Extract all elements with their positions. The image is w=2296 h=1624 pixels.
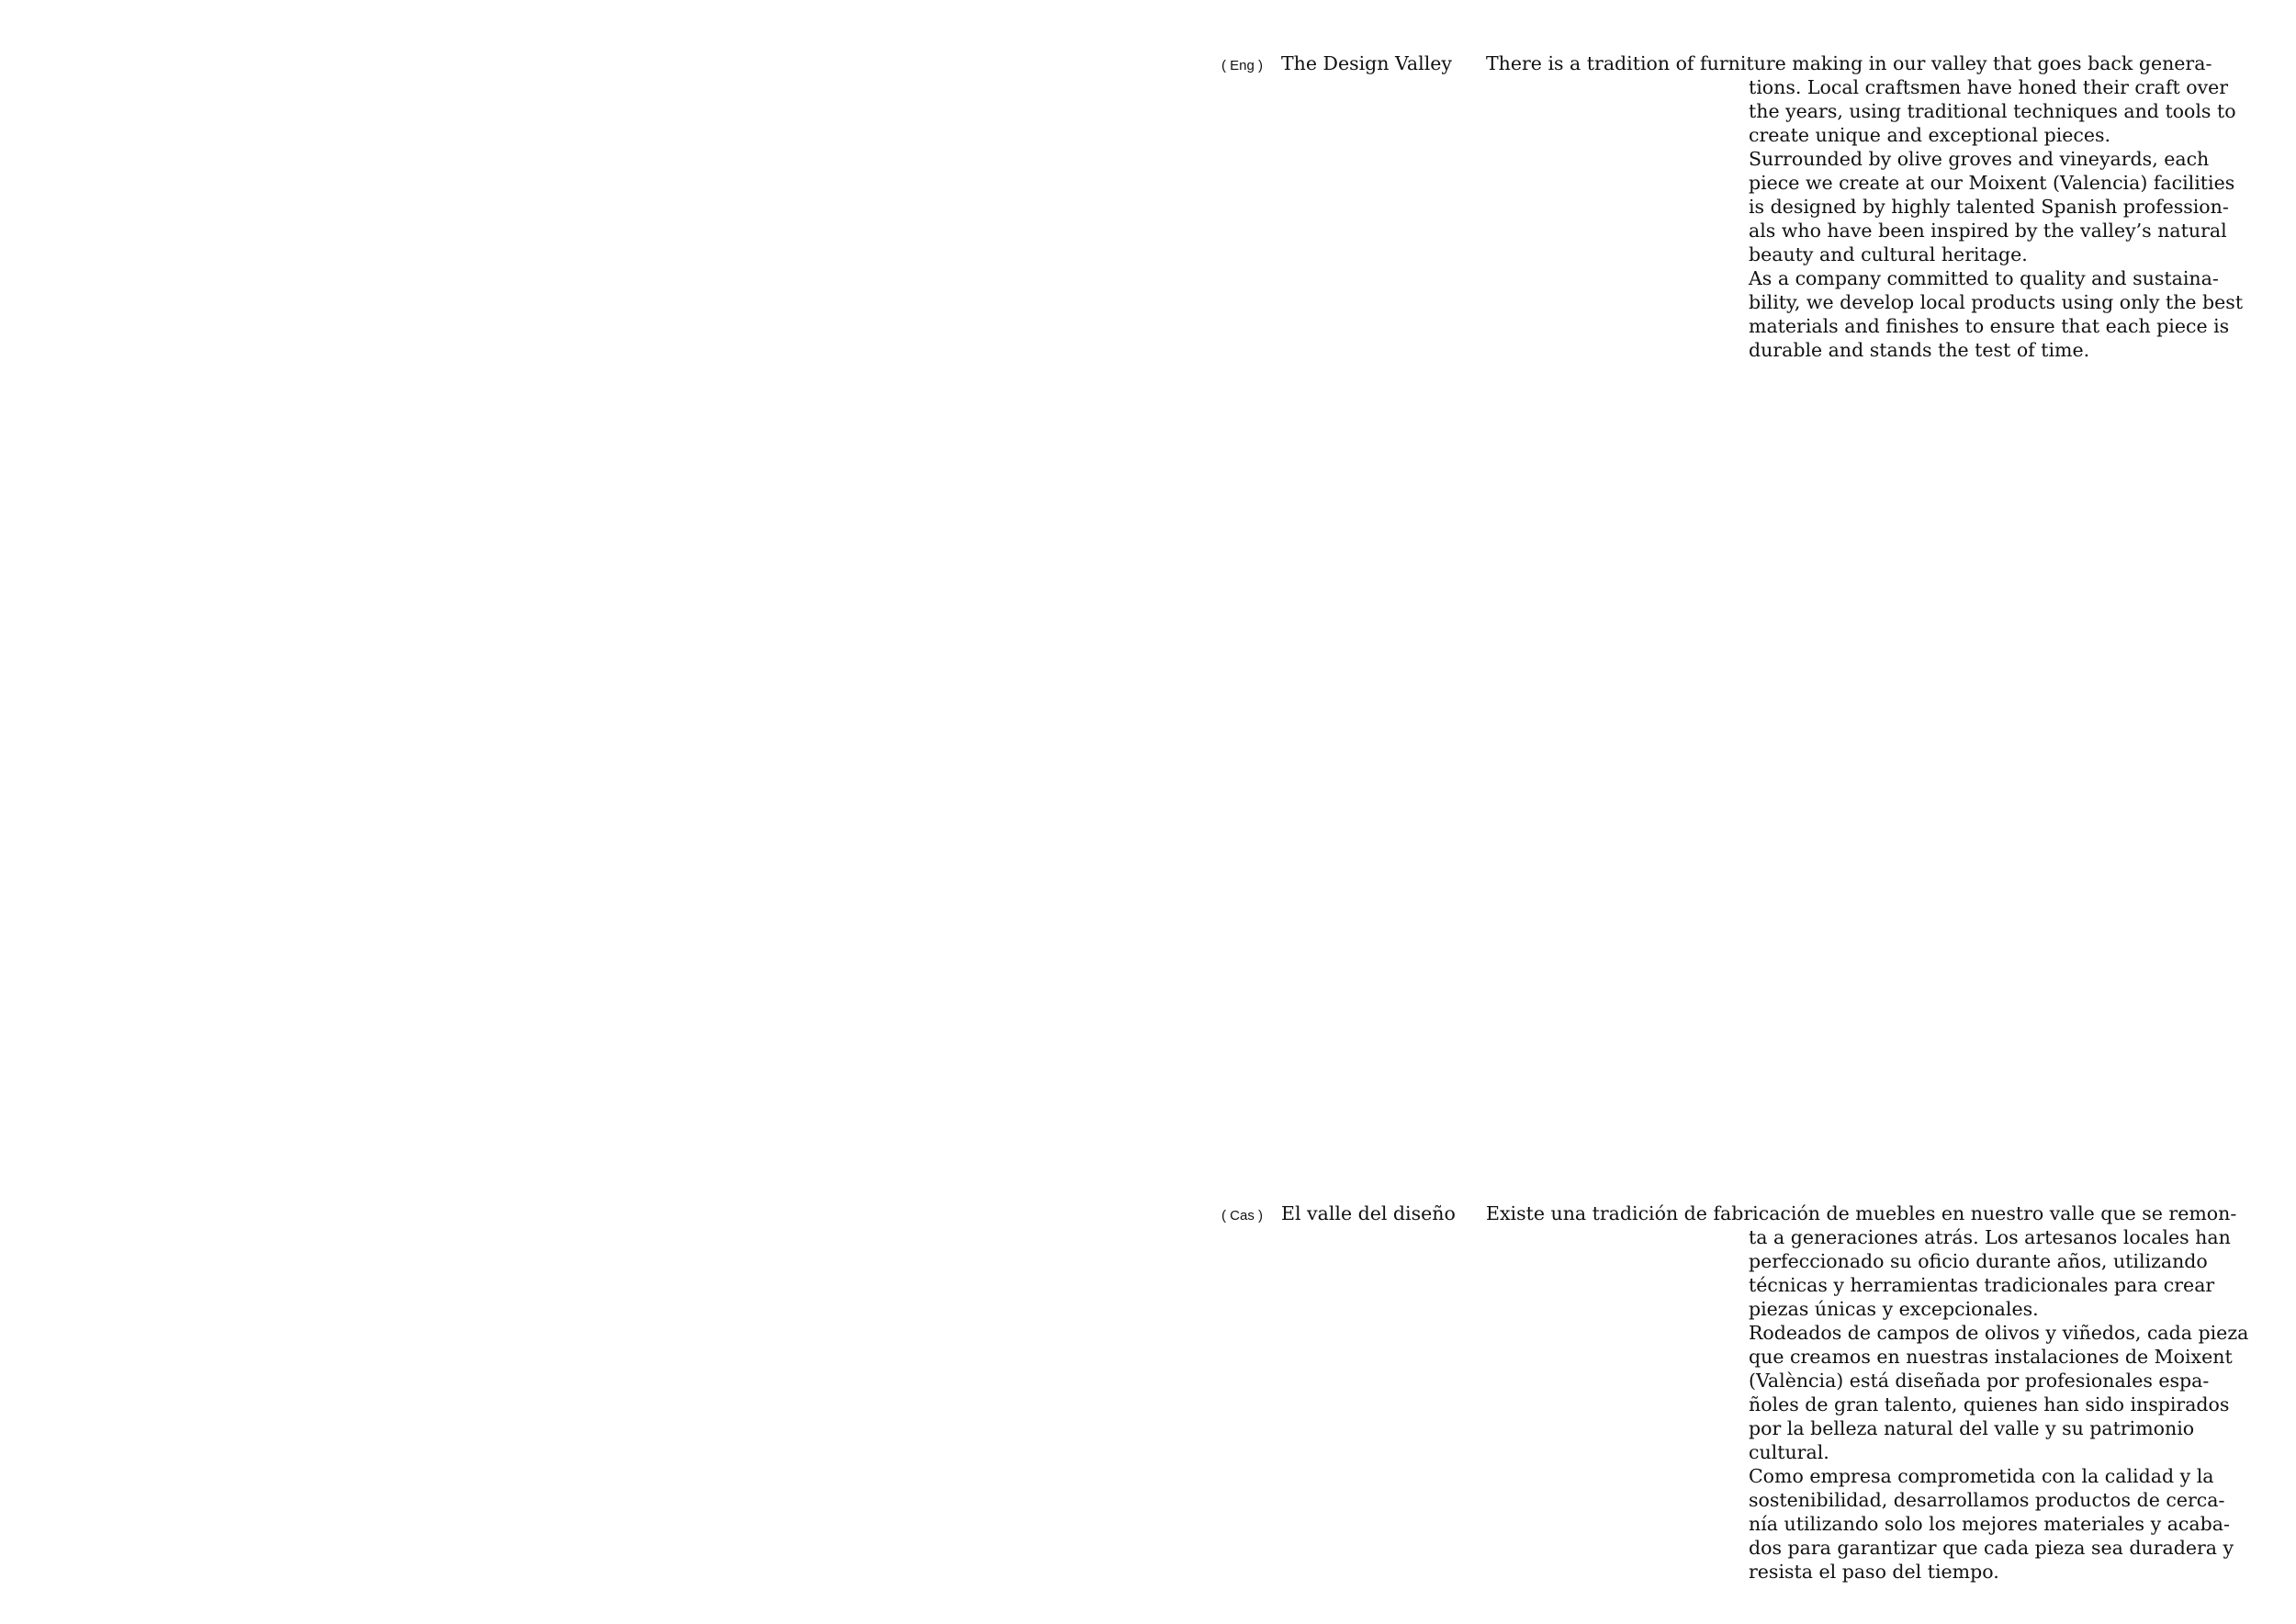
text-line: dos para garantizar que cada pieza sea duradera y bbox=[1749, 1537, 2234, 1559]
body-text-english bbox=[1486, 51, 2257, 362]
text-line: durable and stands the test of time. bbox=[1749, 339, 2090, 361]
text-line: ta a generaciones atrás. Los artesanos locales han bbox=[1749, 1226, 2231, 1248]
section-title-castellano: El valle del diseño bbox=[1281, 1202, 1456, 1224]
text-line: There is a tradition of furniture making in our valley that goes back genera- bbox=[1486, 52, 2212, 74]
text-line: por la belleza natural del valle y su patrimonio bbox=[1749, 1417, 2195, 1439]
text-line: sostenibilidad, desarrollamos productos de cerca- bbox=[1749, 1489, 2225, 1511]
text-line: As a company committed to quality and sustaina- bbox=[1749, 267, 2219, 289]
text-line: que creamos en nuestras instalaciones de Moixent bbox=[1749, 1346, 2233, 1368]
text-line: beauty and cultural heritage. bbox=[1749, 243, 2028, 265]
text-line: (València) está diseñada por profesionales espa- bbox=[1749, 1370, 2210, 1392]
text-line: resista el paso del tiempo. bbox=[1749, 1561, 1999, 1583]
text-line: Existe una tradición de fabricación de muebles en nuestro valle que se remon- bbox=[1486, 1202, 2237, 1224]
text-line: Surrounded by olive groves and vineyards, each bbox=[1749, 148, 2210, 170]
text-line: tions. Local craftsmen have honed their craft over bbox=[1749, 76, 2229, 98]
text-line: piece we create at our Moixent (Valencia) facilities bbox=[1749, 172, 2235, 194]
text-line: ñoles de gran talento, quienes han sido inspirados bbox=[1749, 1393, 2230, 1415]
text-line: Rodeados de campos de olivos y viñedos, cada pieza bbox=[1749, 1322, 2249, 1344]
text-line: bility, we develop local products using only the best bbox=[1749, 291, 2244, 313]
text-line: materials and finishes to ensure that each piece is bbox=[1749, 315, 2230, 337]
text-line: the years, using traditional techniques and tools to bbox=[1749, 100, 2236, 122]
text-line: técnicas y herramientas tradicionales para crear bbox=[1749, 1274, 2215, 1296]
language-tag-english: ( Eng ) bbox=[1221, 58, 1264, 73]
text-line: piezas únicas y excepcionales. bbox=[1749, 1298, 2039, 1320]
text-line: als who have been inspired by the valley’s natural bbox=[1749, 220, 2227, 242]
text-line: perfeccionado su oficio durante años, utilizando bbox=[1749, 1250, 2208, 1272]
language-tag-castellano: ( Cas ) bbox=[1221, 1208, 1263, 1224]
body-text-castellano bbox=[1486, 1201, 2257, 1584]
section-title-english: The Design Valley bbox=[1281, 52, 1452, 74]
text-line: create unique and exceptional pieces. bbox=[1749, 124, 2111, 146]
text-line: nía utilizando solo los mejores materiales y acaba- bbox=[1749, 1513, 2230, 1535]
text-line: is designed by highly talented Spanish profession- bbox=[1749, 196, 2229, 218]
text-line: Como empresa comprometida con la calidad y la bbox=[1749, 1465, 2214, 1487]
text-line: cultural. bbox=[1749, 1441, 1829, 1463]
